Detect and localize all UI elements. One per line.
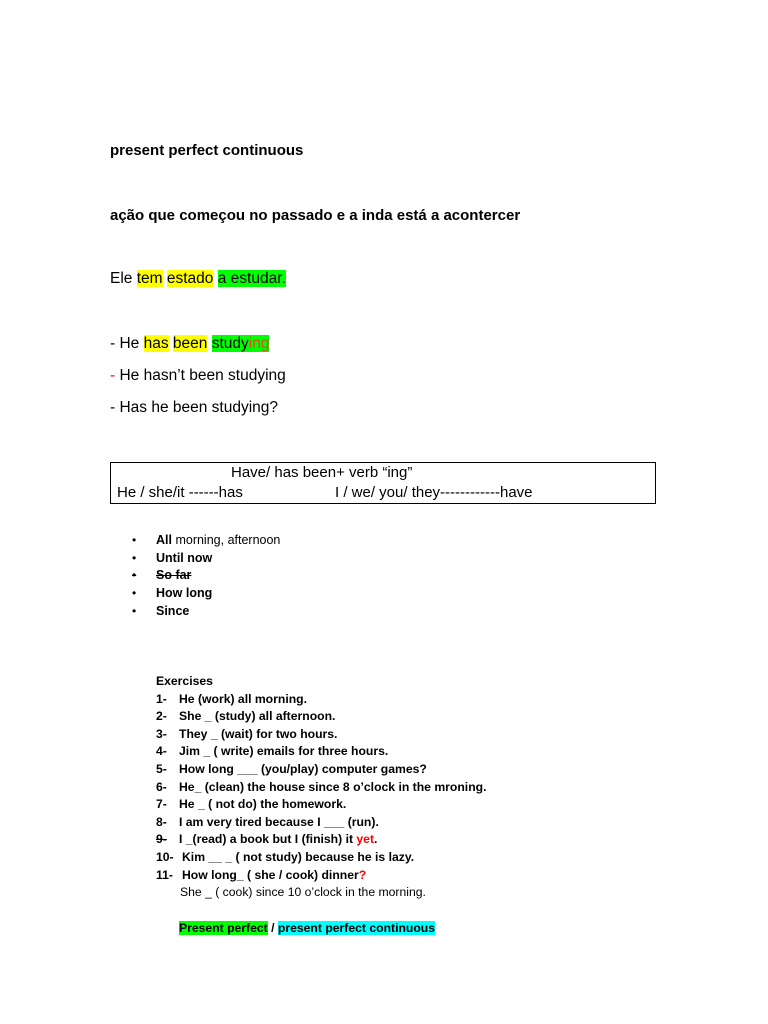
aff-suffix: ing: [248, 335, 270, 352]
bullet-icon: •: [132, 603, 137, 618]
pt-a-estudar: a estudar.: [217, 270, 286, 287]
exercise-text: I _(read) a book but I (finish) it: [179, 832, 357, 847]
aff-been: been: [172, 335, 208, 352]
exercise-number: 4-: [156, 744, 167, 759]
exercise-subline-text: She _ ( cook) since 10 o’clock in the morning.: [180, 885, 426, 900]
aff-verb: [212, 335, 270, 352]
exercise-item: [156, 691, 486, 709]
exercise-text: I am very tired because I ___ (run).: [179, 814, 379, 829]
rule-singular: He / she/it ------has: [117, 484, 243, 501]
exercise-number: 8-: [156, 814, 167, 829]
bullet-how-long: How long: [156, 586, 213, 601]
list-item: [132, 603, 280, 621]
bullet-all: All: [156, 533, 172, 547]
aff-stem: study: [211, 335, 249, 352]
exercise-item: [156, 779, 486, 797]
exercise-highlight: yet: [356, 832, 375, 847]
bullet-icon: •: [132, 568, 137, 583]
exercise-highlight: ?: [358, 867, 367, 882]
exercise-text: How long_ ( she / cook) dinner: [182, 867, 359, 882]
rule-box: [110, 462, 656, 504]
bullet-until-now: Until now: [156, 550, 213, 565]
page-title: present perfect continuous: [110, 142, 304, 159]
portuguese-example: [110, 270, 286, 288]
pt-subject: Ele: [110, 270, 137, 287]
exercises-heading: Exercises: [156, 674, 213, 688]
example-affirmative: [110, 335, 269, 353]
exercise-text: Jim _ ( write) emails for three hours.: [179, 744, 389, 759]
exercises-section: [156, 673, 486, 902]
exercise-item: [156, 796, 486, 814]
exercise-text: She _ (study) all afternoon.: [179, 709, 336, 724]
tense-legend: [179, 921, 435, 935]
list-item: [132, 550, 280, 568]
aff-has: has: [143, 335, 169, 352]
exercise-number: 9-: [156, 832, 167, 847]
list-item: [132, 567, 280, 585]
bullet-since: Since: [156, 603, 190, 618]
pt-estado: estado: [166, 270, 214, 287]
bullet-so-far: So far: [156, 568, 192, 583]
time-expressions-list: [132, 532, 280, 620]
exercise-number: 5-: [156, 761, 167, 776]
exercise-item: [156, 867, 486, 885]
legend-separator: /: [267, 921, 278, 935]
exercise-number: 10-: [156, 849, 174, 864]
bullet-icon: •: [132, 533, 137, 547]
exercise-number: 2-: [156, 709, 167, 724]
exercise-number: 7-: [156, 797, 167, 812]
exercise-item: [156, 814, 486, 832]
bullet-icon: •: [132, 550, 137, 565]
legend-present-perfect: Present perfect: [179, 921, 268, 935]
bullet-icon: •: [132, 586, 137, 601]
exercise-item: [156, 708, 486, 726]
example-negative: [110, 367, 286, 385]
exercise-number: 6-: [156, 779, 167, 794]
legend-present-perfect-continuous: present perfect continuous: [277, 921, 436, 935]
list-item: [132, 585, 280, 603]
exercise-item: [156, 743, 486, 761]
exercise-text: How long ___ (you/play) computer games?: [179, 761, 427, 776]
exercise-text: Kim __ _ ( not study) because he is lazy.: [182, 849, 415, 864]
exercise-subline: [156, 884, 486, 902]
exercise-item: [156, 831, 486, 849]
exercise-text: He_ (clean) the house since 8 o’clock in the mroning.: [179, 779, 487, 794]
rule-plural: I / we/ you/ they------------have: [335, 484, 533, 501]
neg-dash: -: [110, 367, 116, 384]
exercise-number: 11-: [156, 867, 173, 882]
exercise-item: [156, 761, 486, 779]
bullet-all-rest: morning, afternoon: [171, 533, 281, 547]
exercise-number: 1-: [156, 691, 167, 706]
neg-text: He hasn’t been studying: [115, 367, 286, 384]
exercise-text: He (work) all morning.: [179, 691, 307, 706]
exercise-text-after: .: [374, 832, 378, 847]
definition: ação que começou no passado e a inda está a acontercer: [110, 207, 521, 224]
aff-dash: - He: [110, 335, 144, 352]
list-item: [132, 532, 280, 550]
rule-formula: Have/ has been+ verb “ing”: [231, 464, 413, 481]
exercise-item: [156, 849, 486, 867]
exercise-item: [156, 726, 486, 744]
exercise-text: He _ ( not do) the homework.: [179, 797, 347, 812]
exercise-text: They _ (wait) for two hours.: [179, 726, 338, 741]
exercise-number: 3-: [156, 726, 167, 741]
example-question: - Has he been studying?: [110, 399, 279, 416]
pt-tem: tem: [136, 270, 163, 287]
